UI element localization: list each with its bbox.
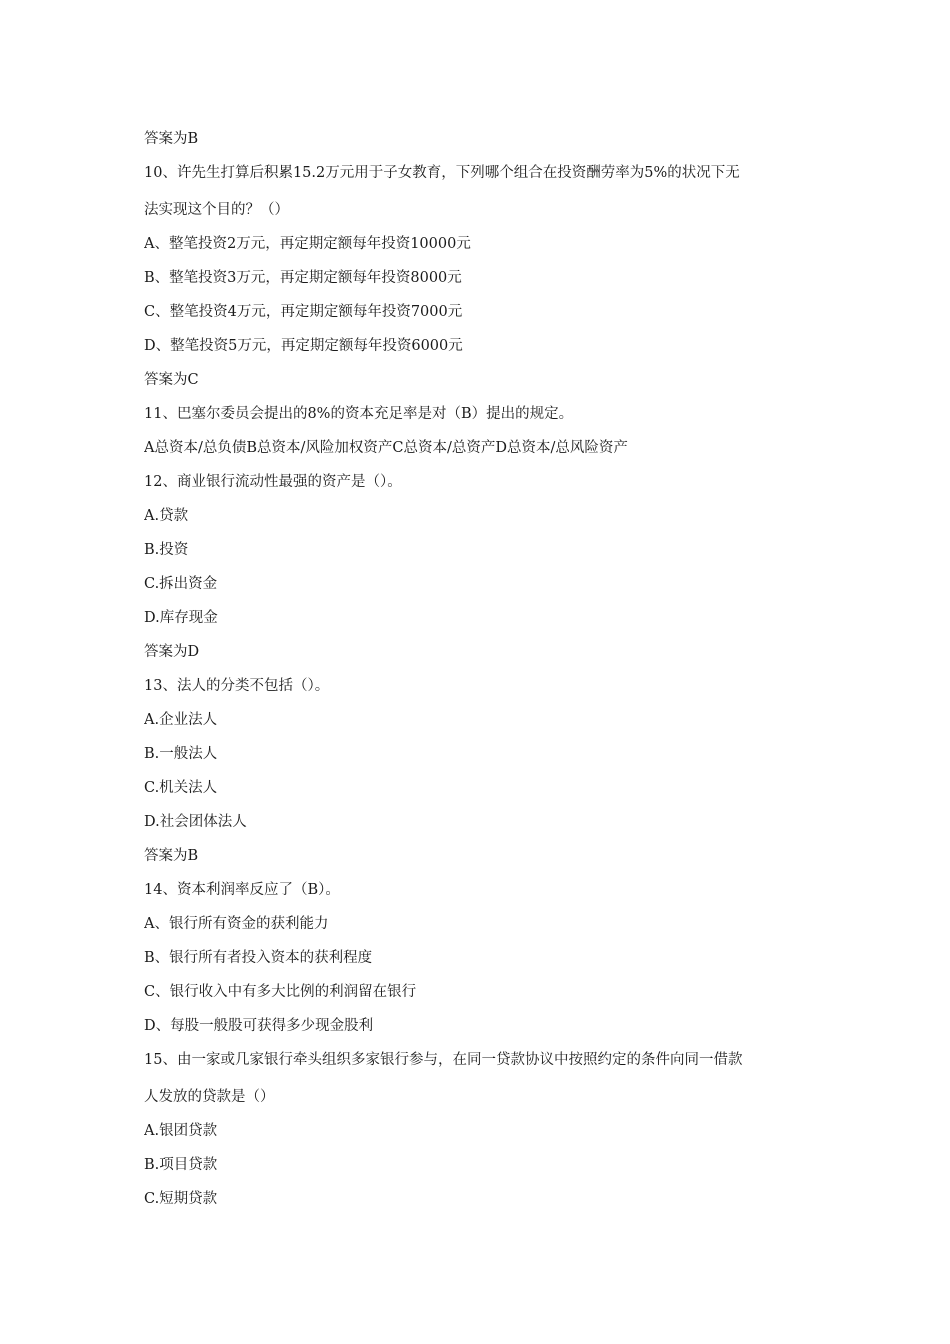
- question-14-option-d: D、每股一般股可获得多少现金股利: [144, 1018, 374, 1034]
- answer-line: 答案为C: [144, 372, 199, 388]
- question-10-text: 10、许先生打算后积累15.2万元用于子女教育，下列哪个组合在投资酬劳率为5%的状况下无: [144, 165, 740, 181]
- question-13-option-c: C.机关法人: [144, 780, 218, 796]
- question-13-option-b: B.一般法人: [144, 746, 218, 762]
- question-11-text: 11、巴塞尔委员会提出的8%的资本充足率是对（B）提出的规定。: [144, 406, 574, 422]
- question-14-option-c: C、银行收入中有多大比例的利润留在银行: [144, 984, 417, 1000]
- question-13-option-d: D.社会团体法人: [144, 814, 247, 830]
- question-10-option-b: B、整笔投资3万元，再定期定额每年投资8000元: [144, 270, 462, 286]
- question-15-option-a: A.银团贷款: [144, 1123, 218, 1139]
- question-14-text: 14、资本利润率反应了（B）。: [144, 882, 340, 898]
- question-13-option-a: A.企业法人: [144, 712, 218, 728]
- question-14-option-a: A、银行所有资金的获利能力: [144, 916, 329, 932]
- question-12-text: 12、商业银行流动性最强的资产是（）。: [144, 474, 402, 490]
- question-13-text: 13、法人的分类不包括（）。: [144, 678, 330, 694]
- question-15-text: 15、由一家或几家银行牵头组织多家银行参与，在同一贷款协议中按照约定的条件向同一借款: [144, 1052, 743, 1068]
- answer-line: 答案为B: [144, 848, 199, 864]
- question-10-option-c: C、整笔投资4万元，再定期定额每年投资7000元: [144, 304, 463, 320]
- answer-line: 答案为D: [144, 644, 200, 660]
- question-10-option-a: A、整笔投资2万元，再定期定额每年投资10000元: [144, 236, 471, 252]
- question-10-text-continued: 法实现这个目的？（）: [144, 202, 289, 218]
- question-15-text-continued: 人发放的贷款是（）: [144, 1089, 275, 1105]
- question-12-option-b: B.投资: [144, 542, 189, 558]
- answer-line: 答案为B: [144, 131, 199, 147]
- question-14-option-b: B、银行所有者投入资本的获利程度: [144, 950, 373, 966]
- question-12-option-c: C.拆出资金: [144, 576, 218, 592]
- question-10-option-d: D、整笔投资5万元，再定期定额每年投资6000元: [144, 338, 463, 354]
- question-12-option-d: D.库存现金: [144, 610, 218, 626]
- question-15-option-b: B.项目贷款: [144, 1157, 218, 1173]
- question-12-option-a: A.贷款: [144, 508, 189, 524]
- question-11-options: A总资本/总负债B总资本/风险加权资产C总资本/总资产D总资本/总风险资产: [144, 440, 628, 456]
- question-15-option-c: C.短期贷款: [144, 1191, 218, 1207]
